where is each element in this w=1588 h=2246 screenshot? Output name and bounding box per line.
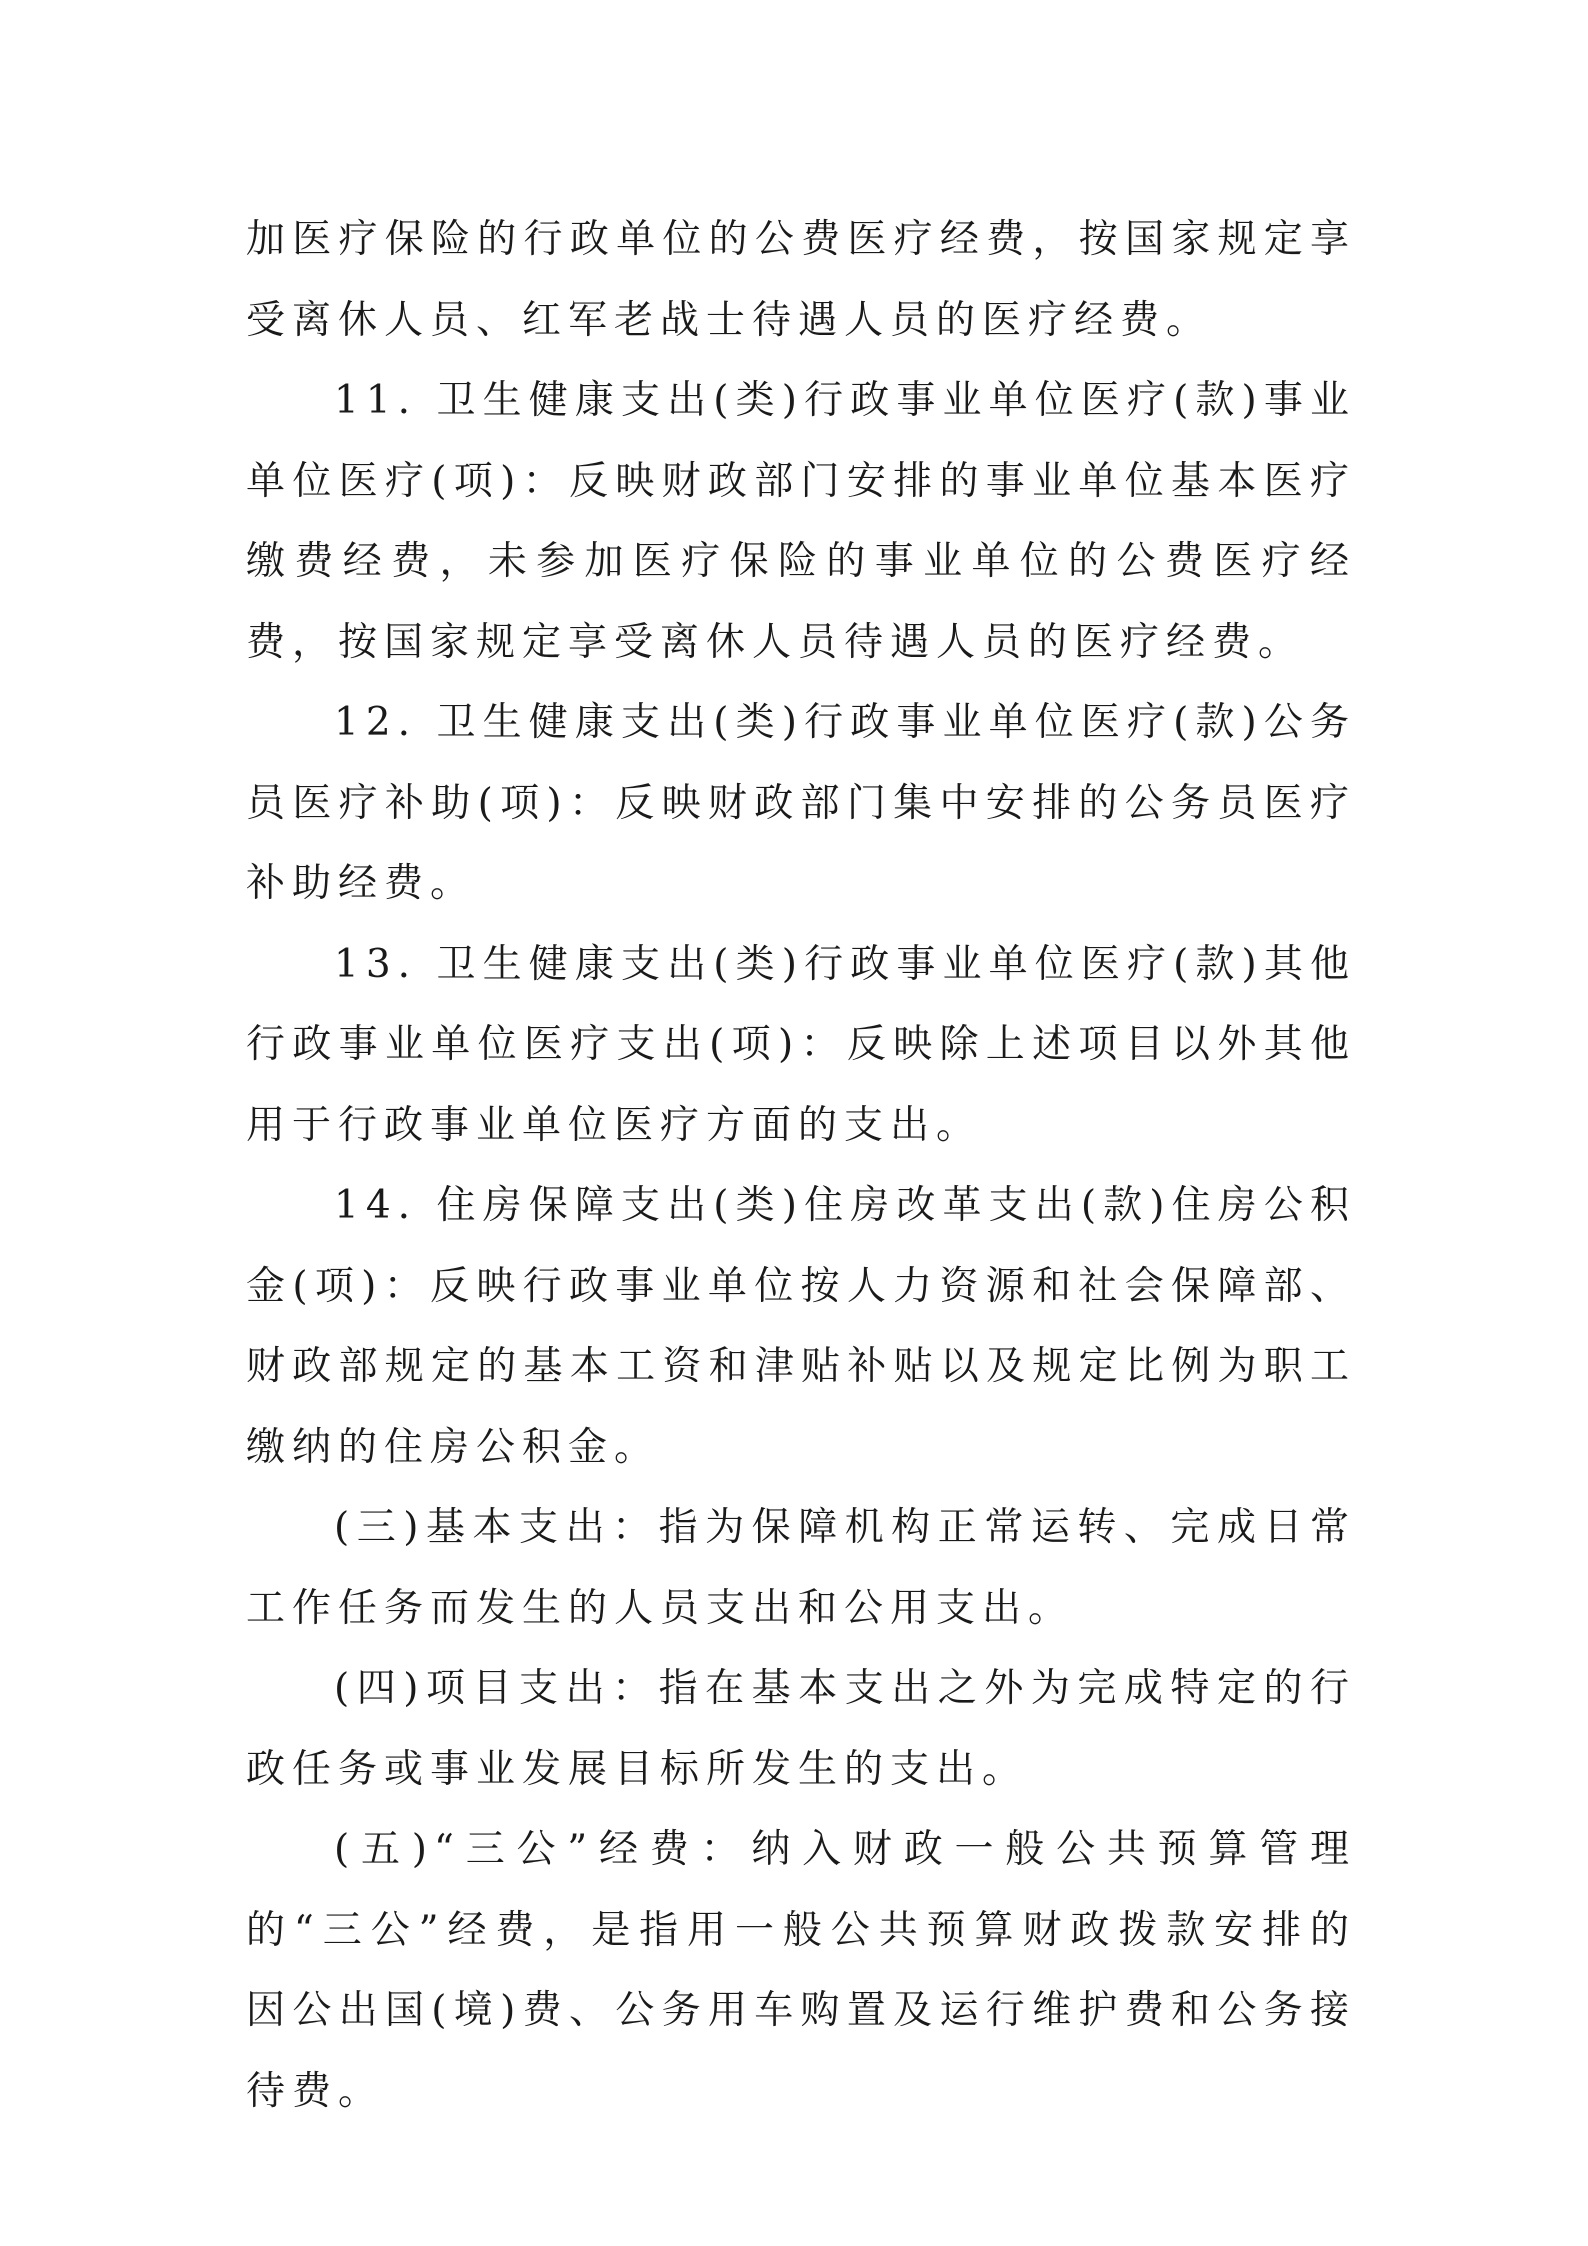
paragraph-item-12: 12. 卫生健康支出(类)行政事业单位医疗(款)公务员医疗补助(项)：反映财政部门集中安排的公务员医疗补助经费。 bbox=[246, 700, 1356, 906]
paragraph-continuation: 加医疗保险的行政单位的公费医疗经费，按国家规定享受离休人员、红军老战士待遇人员的医疗经费。 bbox=[246, 217, 1356, 343]
paragraph-item-14: 14. 住房保障支出(类)住房改革支出(款)住房公积金(项)：反映行政事业单位按人力资源和社会保障部、财政部规定的基本工资和津贴补贴以及规定比例为职工缴纳的住房公积金。 bbox=[246, 1183, 1356, 1470]
paragraph-three-public-funds: (五)“三公”经费：纳入财政一般公共预算管理的“三公”经费，是指用一般公共预算财政拨款安排的因公出国(境)费、公务用车购置及运行维护费和公务接待费。 bbox=[246, 1827, 1356, 2114]
paragraph-project-expenditure: (四)项目支出：指在基本支出之外为完成特定的行政任务或事业发展目标所发生的支出。 bbox=[246, 1666, 1356, 1792]
document-body bbox=[246, 200, 1356, 2132]
paragraph-item-13: 13. 卫生健康支出(类)行政事业单位医疗(款)其他行政事业单位医疗支出(项)：反映除上述项目以外其他用于行政事业单位医疗方面的支出。 bbox=[246, 941, 1356, 1148]
paragraph-basic-expenditure: (三)基本支出：指为保障机构正常运转、完成日常工作任务而发生的人员支出和公用支出。 bbox=[246, 1505, 1356, 1631]
paragraph-item-11: 11. 卫生健康支出(类)行政事业单位医疗(款)事业单位医疗(项)：反映财政部门安排的事业单位基本医疗缴费经费，未参加医疗保险的事业单位的公费医疗经费，按国家规定享受离休人员待遇人员的医疗经费。 bbox=[246, 378, 1356, 665]
